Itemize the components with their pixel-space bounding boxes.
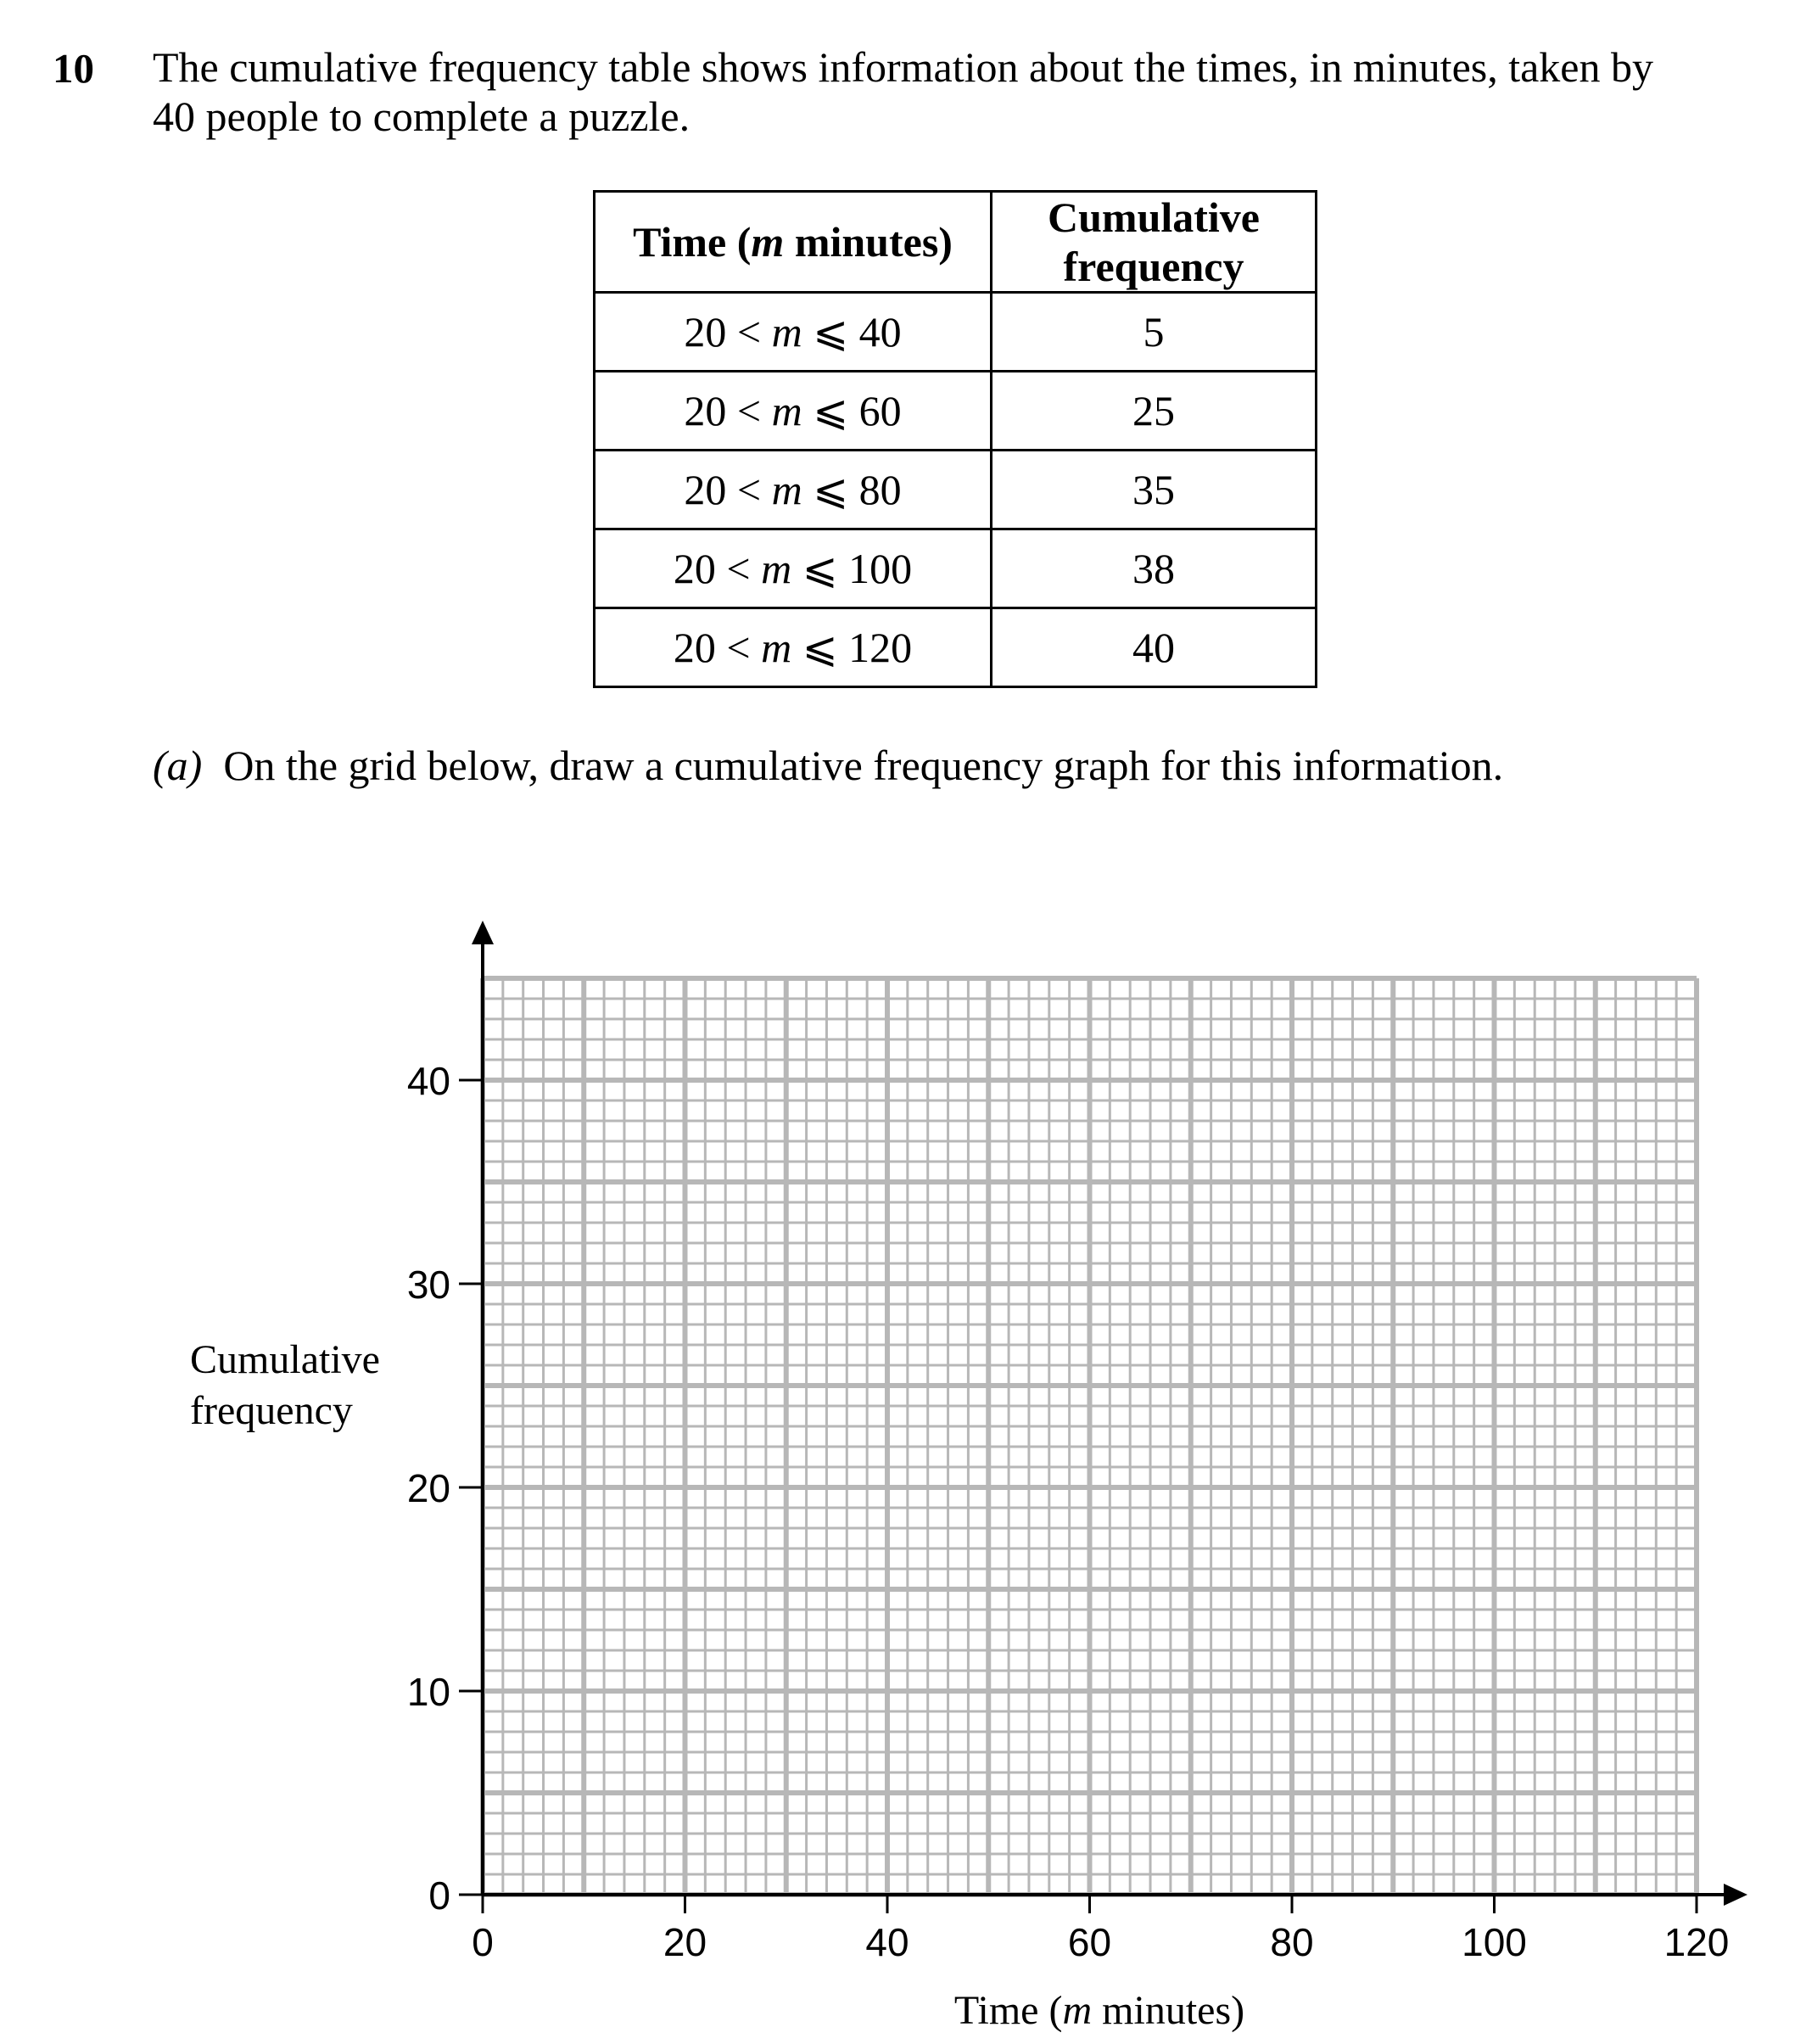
interval-upper: ⩽ 80: [802, 466, 902, 513]
interval-upper: ⩽ 120: [791, 624, 913, 671]
y-axis-label-line1: Cumulative: [190, 1337, 380, 1382]
interval-variable: m: [761, 624, 792, 671]
interval-lower: 20 <: [684, 387, 772, 434]
interval-lower: 20 <: [673, 624, 762, 671]
question-number: 10: [53, 45, 94, 92]
y-tick-label: 40: [406, 1059, 450, 1103]
header-time-post: minutes): [784, 218, 953, 266]
x-tick-label: 0: [472, 1920, 494, 1964]
x-axis-label: Time (m minutes): [953, 1988, 1245, 2033]
y-axis-label-line2: frequency: [190, 1388, 353, 1433]
x-axis-arrow-icon: [1724, 1884, 1747, 1906]
interval-variable: m: [771, 308, 802, 356]
interval-lower: 20 <: [684, 466, 772, 513]
interval-upper: ⩽ 100: [791, 545, 913, 592]
cumulative-frequency-cell: 25: [992, 372, 1317, 451]
header-time-pre: Time (: [633, 218, 752, 266]
x-tick-label: 20: [663, 1920, 707, 1964]
interval-lower: 20 <: [684, 308, 772, 356]
x-tick-label: 120: [1663, 1920, 1730, 1964]
y-tick-label: 30: [406, 1263, 450, 1307]
y-tick-label: 0: [428, 1873, 450, 1918]
interval-upper: ⩽ 60: [802, 387, 902, 434]
y-tick-label: 20: [406, 1466, 450, 1510]
cumulative-frequency-cell: 35: [992, 451, 1317, 529]
y-tick-label: 10: [406, 1670, 450, 1714]
cumulative-frequency-cell: 40: [992, 608, 1317, 687]
cumulative-frequency-cell: 5: [992, 293, 1317, 372]
header-cf-line1: Cumulative: [1048, 193, 1260, 241]
stem-line-1: The cumulative frequency table shows information about the times, in minutes, taken by: [153, 43, 1653, 91]
x-tick-label: 80: [1270, 1920, 1314, 1964]
interval-variable: m: [771, 466, 802, 513]
header-cf-line2: frequency: [1063, 243, 1244, 290]
interval-lower: 20 <: [673, 545, 762, 592]
interval-variable: m: [771, 387, 802, 434]
part-a-label: (a): [153, 742, 203, 789]
x-tick-label: 60: [1067, 1920, 1112, 1964]
header-time-var: m: [751, 218, 785, 266]
x-tick-label: 100: [1462, 1920, 1527, 1964]
part-a-text: On the grid below, draw a cumulative frequency graph for this information.: [223, 742, 1504, 789]
stem-line-2: 40 people to complete a puzzle.: [153, 92, 691, 140]
cumulative-frequency-cell: 38: [992, 529, 1317, 608]
interval-upper: ⩽ 40: [802, 308, 902, 356]
graph-grid[interactable]: [483, 978, 1697, 1895]
interval-variable: m: [761, 545, 792, 592]
y-axis-arrow-icon: [472, 921, 494, 944]
x-tick-label: 40: [865, 1920, 909, 1964]
